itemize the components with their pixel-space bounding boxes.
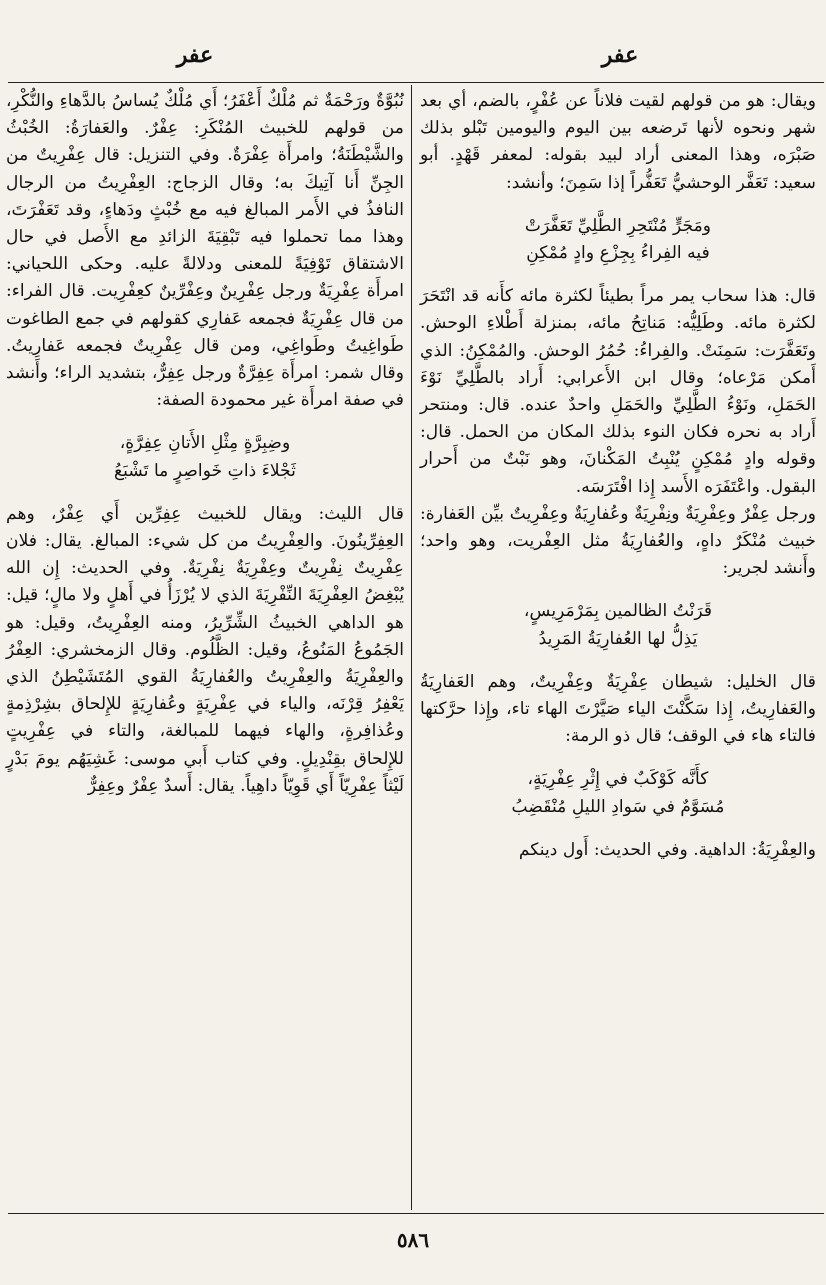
paragraph: قال الليث: ويقال للخبيث عِفِرِّين أَي عِفْرٌ، وهم العِفِرِّينُونَ. والعِفْرِيتُ من كل شيء: المبالغ. يقال: فلان عِفْرِيتٌ نِفْرِيتٌ وعِفْرِيَةٌ نِفْرِيَةٌ. وفي الحديث: إِن الله يُبْغِضُ العِفْرِيَةَ النِّفْرِيَةَ الذي لا يُرْزَأُ في أَهلٍ ولا مالٍ؛ قيل: هو الداهي الخبيثُ الشِّرِّيرُ، ومنه العِفْرِيتُ، وقيل: هو الجَمُوعُ المَنُوعُ، وقيل: الظَّلُوم. وقال الزمخشري: العِفْرُ والعِفْرِيَةُ والعِفْرِيتُ والعُفارِيَةُ القوي المُتَشَيْطِنُ الذي يَعْفِرُ قِرْنَه، والياء في عِفْرِيَةٍ وعُفارِيَةٍ للإِلحاق بشِرْذِمةٍ وعُذافِرةٍ، والهاء فيهما للمبالغة، والتاء في عِفْرِيتٍ للإِلحاق بقِنْدِيلٍ. وفي كتاب أَبي موسى: غَشِيَهُم يومَ بَدْرٍ لَيْثاً عِفْرِيّاً أَي قَوِيّاً داهِياً. يقال: أَسدٌ عِفْرٌ وعِفِرٌّ xyxy=(6,503,404,796)
right-column xyxy=(420,88,816,864)
verse-line: ومَجَرٍّ مُنْتَحِرِ الطَّلِيِّ تَعَفَّرَتْ xyxy=(524,215,712,236)
verse-line: فيه الفِراءُ بِجِزْعِ وادٍ مُمْكِنِ xyxy=(526,243,710,264)
header-rule xyxy=(8,82,824,83)
column-divider xyxy=(411,85,412,1210)
verse-line: مُسَوَّمٌ في سَوادِ الليلِ مُنْقَضِبُ xyxy=(511,796,725,817)
verse-line: وضِبِرَّةٍ مِثْلِ الأَتانِ عِفِرَّةٍ، xyxy=(119,433,291,454)
verse-line: كأَنَّه كَوْكَبٌ في إِثْرِ عِفْرِيَةٍ، xyxy=(527,769,709,790)
paragraph: قال الخليل: شيطان عِفْرِيَةٌ وعِفْرِيتٌ، وهم العَفارِيَةُ والعَفارِيتُ، إِذا سَكَّنْتَ الياء صَيَّرْتَ الهاء تاء، وإِذا حرَّكتها فالتاء هاء في الوقف؛ قال ذو الرمة: xyxy=(420,671,816,747)
footer-rule xyxy=(8,1213,824,1214)
running-header-left: عفر xyxy=(176,42,214,68)
page-number: ٥٨٦ xyxy=(396,1228,430,1252)
running-header-right: عفر xyxy=(601,42,639,68)
paragraph: نُبُوَّةٌ ورَحْمَةٌ ثم مُلْكٌ أَعْفَرُ؛ أَي مُلْكٌ يُساسُ بالدَّهاءِ والنُّكْرِ، من قولهم للخبيث المُنْكَرِ: عِفْرٌ. والعَفارَةُ: الخُبْثُ والشَّيْطَنَةُ؛ وامرأَة عِفْرَةٌ. وفي التنزيل: قال عِفْرِيتٌ من الجِنِّ أَنا آتِيكَ به؛ وقال الزجاج: العِفْرِيتُ من الرجال النافذُ في الأَمر المبالغ فيه مع خُبْثٍ ودَهاءٍ، وقد تَعَفْرَتَ، وهذا مما تحملوا فيه تَبْقِيَةَ الزائدِ مع الأَصل في حال الاشتقاق تَوْفِيَةً للمعنى ودلالةً عليه. وحكى اللحياني: امرأَة عِفْرِيَةٌ ورجل عِفْرِينٌ وعِفْرِّينٌ كعِفْرِيت. قال الفراء: من قال عِفْرِيَةٌ فجمعه عَفارِي كقولهم في جمع الطاغوت طَواغِيتُ وطَواغِي، ومن قال عِفْرِيتٌ فجمعه عَفارِيتُ. وقال شمر: امرأَة عِفِرَّةٌ ورجل عِفِرٌّ، بتشديد الراء؛ وأَنشد في صفة امرأَة غير محمودة الصفة: xyxy=(6,91,404,411)
paragraph: ورجل عِفْرٌ وعِفْرِيَةٌ ونِفْرِيَةٌ وعُفارِيَةٌ وعِفْرِيتٌ بيِّن العَفارة: خبيث مُنْكَرٌ داهٍ، والعُفارِيَةُ مثل العِفْريت، وهو واحد؛ وأَنشد لجرير: xyxy=(420,503,816,579)
paragraph: والعِفْرِيَةُ: الداهية. وفي الحديث: أَول دينكم xyxy=(518,839,816,860)
paragraph: ويقال: هو من قولهم لقيت فلاناً عن عُفْرٍ، بالضم، أي بعد شهر ونحوه لأنها تَرضعه بين اليوم واليومين تَبْلو بذلك صَبْرَه، وهذا المعنى أراد لبيد بقوله: لمعفر قَهْدٍ. أبو سعيد: تَعَفَّر الوحشيُّ تَعَفُّراً إذا سَمِنَ؛ وأنشد: xyxy=(420,91,816,193)
verse-line: قَرَنْتُ الظالمين بِمَرْمَرِيسٍ، xyxy=(523,601,713,622)
verse-line: ثَجْلاءَ ذاتِ خَواصِرٍ ما تَشْبَعُ xyxy=(114,460,296,481)
verse-line: يَذِلُّ لها العُفارِيَةُ المَرِيدُ xyxy=(538,628,698,649)
left-column xyxy=(6,88,404,800)
paragraph: قال: هذا سحاب يمر مراً بطيئاً لكثرة مائه كأَنه قد انْتَحَرَ لكثرة مائه. وطَلِيُّه: مَناتِحُ مائه، بمنزلة أَطْلاءِ الوحش. وتَعَفَّرَت: سَمِنَتْ. والفِراءُ: حُمُرُ الوحش. والمُمْكِنُ: الذي أَمكن مَرْعاه؛ وقال ابن الأَعرابي: أَراد بالطَّلِيِّ نَوْءَ الحَمَلِ، ونَوْءُ الطَّلِيِّ والحَمَلِ واحدٌ عنده. قال: ومنتحر أَراد به نحره فكان النوء بذلك المكان من الحمل. قال: وقوله وادٍ مُمْكِنٍ يُنْبِتُ المَكْنانَ، وهو نَبْتٌ من أَحرار البقول. واعْتَفَرَه الأَسد إِذا افْتَرَسَه. xyxy=(420,286,816,497)
